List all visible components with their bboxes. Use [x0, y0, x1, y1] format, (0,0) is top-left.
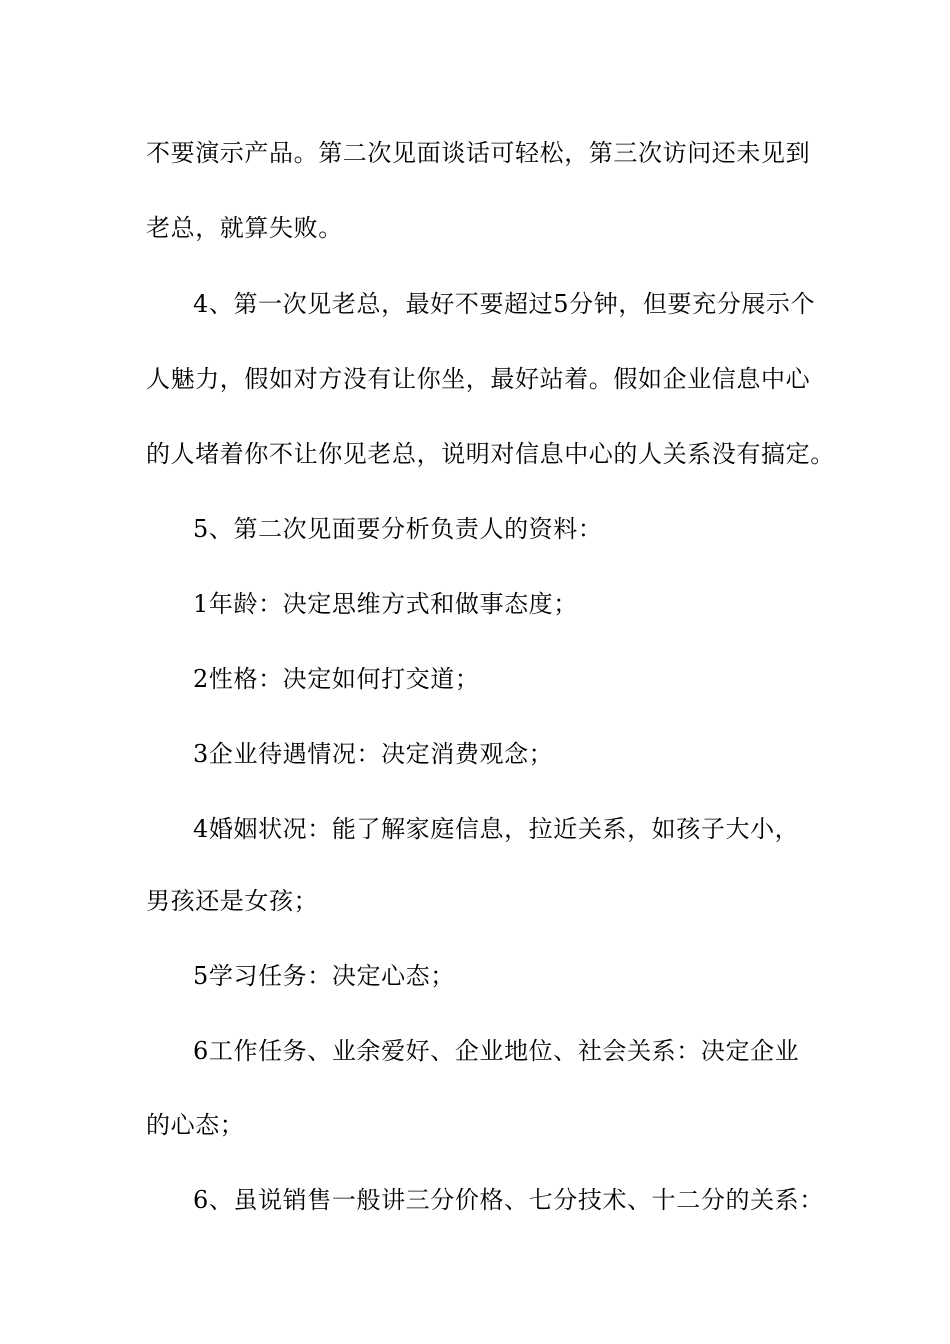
text-line-5: 的人堵着你不让你见老总，说明对信息中心的人关系没有搞定。 — [146, 440, 835, 468]
text-line-10: 4婚姻状况：能了解家庭信息，拉近关系，如孩子大小， — [193, 815, 800, 843]
text-line-15: 6、虽说销售一般讲三分价格、七分技术、十二分的关系： — [193, 1186, 824, 1214]
text-line-1: 不要演示产品。第二次见面谈话可轻松，第三次访问还未见到 — [146, 139, 811, 167]
text-line-2: 老总，就算失败。 — [146, 214, 343, 242]
text-line-7: 1年龄：决定思维方式和做事态度； — [193, 590, 578, 618]
text-line-3: 4、第一次见老总，最好不要超过5分钟，但要充分展示个 — [193, 290, 816, 318]
text-line-9: 3企业待遇情况：决定消费观念； — [193, 740, 554, 768]
text-line-14: 的心态； — [146, 1111, 245, 1139]
text-line-12: 5学习任务：决定心态； — [193, 962, 455, 990]
text-line-6: 5、第二次见面要分析负责人的资料： — [193, 515, 603, 543]
text-line-13: 6工作任务、业余爱好、企业地位、社会关系：决定企业 — [193, 1037, 800, 1065]
text-line-8: 2性格：决定如何打交道； — [193, 665, 480, 693]
text-line-4: 人魅力，假如对方没有让你坐，最好站着。假如企业信息中心 — [146, 365, 811, 393]
text-line-11: 男孩还是女孩； — [146, 887, 319, 915]
